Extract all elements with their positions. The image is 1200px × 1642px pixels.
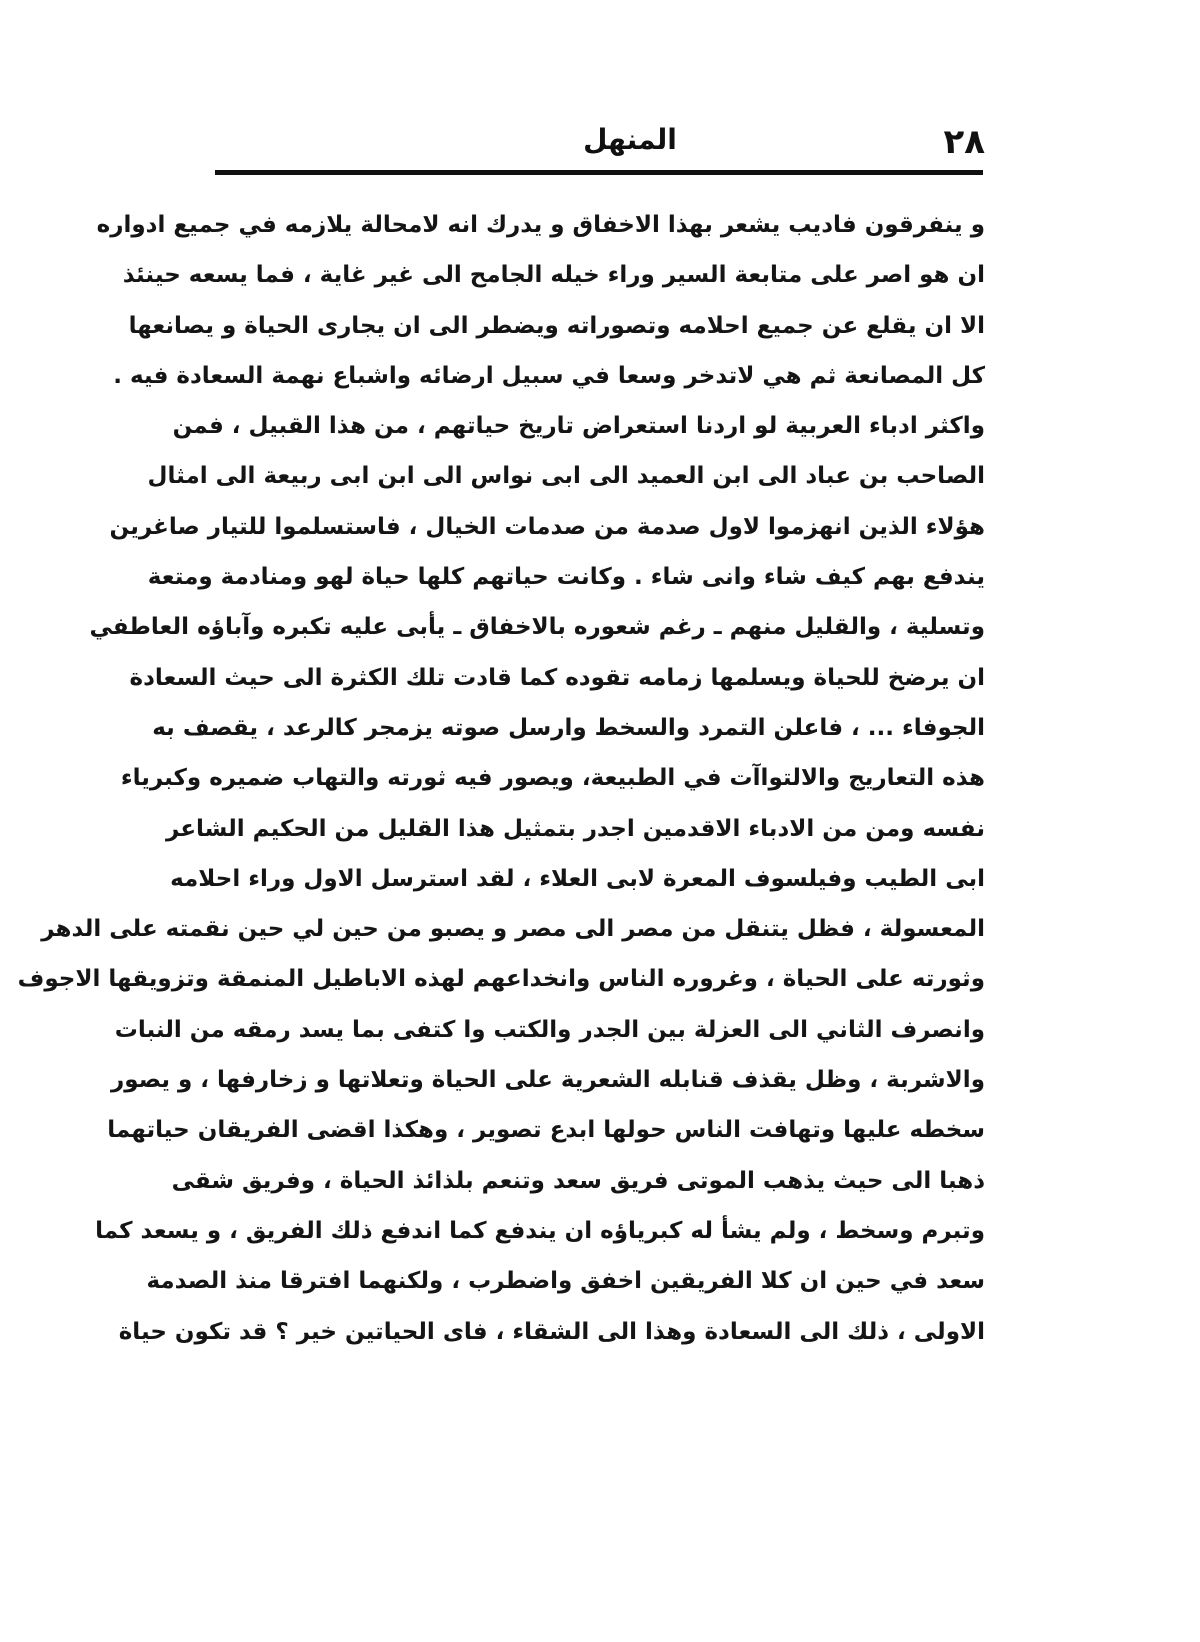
text-line: يندفع بهم كيف شاء وانى شاء . وكانت حياتهم كلها حياة لهو ومنادمة ومتعة — [147, 564, 985, 591]
text-line: هؤلاء الذين انهزموا لاول صدمة من صدمات الخيال ، فاستسلموا للتيار صاغرين — [109, 513, 985, 540]
text-line: والاشربة ، وظل يقذف قنابله الشعرية على الحياة وتعلاتها و زخارفها ، و يصور — [111, 1067, 985, 1094]
page-number: ٢٨ — [943, 122, 985, 162]
text-line: واكثر ادباء العربية لو اردنا استعراض تاريخ حياتهم ، من هذا القبيل ، فمن — [172, 413, 985, 440]
text-line: وانصرف الثاني الى العزلة بين الجدر والكتب وا كتفى بما يسد رمقه من النبات — [114, 1016, 985, 1043]
text-line: سخطه عليها وتهافت الناس حولها ابدع تصوير ، وهكذا اقضى الفريقان حياتهما — [107, 1117, 985, 1144]
text-line: هذه التعاريج والالتواآت في الطبيعة، ويصور فيه ثورته والتهاب ضميره وكبرياء — [120, 765, 985, 792]
page-header — [215, 112, 985, 168]
running-title: المنهل — [583, 123, 677, 156]
text-line: ان هو اصر على متابعة السير وراء خيله الجامح الى غير غاية ، فما يسعه حينئذ — [122, 262, 985, 289]
text-line: وتبرم وسخط ، ولم يشأ له كبرياؤه ان يندفع كما اندفع ذلك الفريق ، و يسعد كما — [95, 1217, 985, 1244]
text-line: كل المصانعة ثم هي لاتدخر وسعا في سبيل ارضائه واشباع نهمة السعادة فيه . — [113, 362, 985, 389]
body-text — [17, 200, 985, 1357]
text-line: سعد في حين ان كلا الفريقين اخفق واضطرب ، ولكنهما افترقا منذ الصدمة — [146, 1268, 985, 1295]
text-line: الصاحب بن عباد الى ابن العميد الى ابى نواس الى ابن ابى ربيعة الى امثال — [147, 463, 985, 490]
text-line: وثورته على الحياة ، وغروره الناس وانخداعهم لهذه الاباطيل المنمقة وتزويقها الاجوف — [17, 966, 985, 993]
text-line: نفسه ومن من الادباء الاقدمين اجدر بتمثيل هذا القليل من الحكيم الشاعر — [166, 815, 985, 842]
text-line: ذهبا الى حيث يذهب الموتى فريق سعد وتنعم بلذائذ الحياة ، وفريق شقى — [171, 1167, 985, 1194]
text-line: الجوفاء ... ، فاعلن التمرد والسخط وارسل صوته يزمجر كالرعد ، يقصف به — [152, 714, 985, 741]
text-line: المعسولة ، فظل يتنقل من مصر الى مصر و يصبو من حين لي حين نقمته على الدهر — [41, 916, 985, 943]
header-rule — [215, 170, 983, 175]
text-line: ابى الطيب وفيلسوف المعرة لابى العلاء ، لقد استرسل الاول وراء احلامه — [170, 865, 985, 892]
text-line: ان يرضخ للحياة ويسلمها زمامه تقوده كما قادت تلك الكثرة الى حيث السعادة — [129, 664, 985, 691]
text-line: وتسلية ، والقليل منهم ـ رغم شعوره بالاخفاق ـ يأبى عليه تكبره وآباؤه العاطفي — [89, 614, 985, 641]
text-line: الا ان يقلع عن جميع احلامه وتصوراته ويضطر الى ان يجارى الحياة و يصانعها — [128, 312, 985, 339]
text-line: و ينفرقون فاديب يشعر بهذا الاخفاق و يدرك انه لامحالة يلازمه في جميع ادواره — [96, 212, 985, 238]
text-line: الاولى ، ذلك الى السعادة وهذا الى الشقاء ، فاى الحياتين خير ؟ قد تكون حياة — [118, 1318, 985, 1345]
